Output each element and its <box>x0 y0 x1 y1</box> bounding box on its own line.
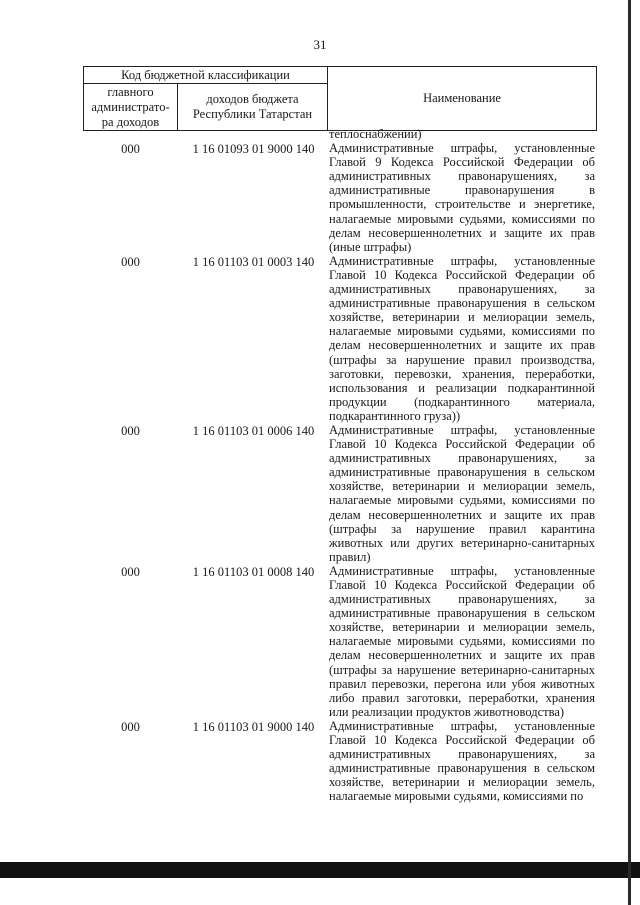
name-text-line: подкарантинного груза)) <box>329 408 461 423</box>
name-text-line: заготовки, перевозки, хранения, переработки, <box>329 366 595 381</box>
admin-code-cell: 000 <box>121 423 140 438</box>
income-code-cell: 1 16 01093 01 9000 140 <box>192 142 315 157</box>
income-code-cell: 1 16 01103 01 0006 140 <box>192 423 315 438</box>
name-text-line: продукции (подкарантинного материала, <box>329 394 595 409</box>
name-cell <box>329 254 595 423</box>
admin-code-header-line: главного <box>107 84 154 99</box>
name-text-line: делам несовершеннолетних и защите их прав <box>329 648 595 663</box>
scan-bottom-edge <box>0 862 640 878</box>
name-text-line: (штрафы за нарушение правил карантина <box>329 521 595 536</box>
name-text-line: налагаемые мировыми судьями, комиссиями по <box>329 324 595 339</box>
name-text-line: Административные штрафы, установленные <box>329 253 595 268</box>
budget-classification-header: Код бюджетной классификации <box>84 67 328 84</box>
name-text-line: (иные штрафы) <box>329 239 412 254</box>
income-code-cell: 1 16 01103 01 9000 140 <box>192 719 315 734</box>
name-text-line: делам несовершеннолетних и защите их прав <box>329 225 595 240</box>
name-text-line: использования и реализации подкарантинной <box>329 380 595 395</box>
income-code-header-line: доходов бюджета <box>206 92 299 106</box>
table-row <box>83 423 595 564</box>
name-text-line: административные правонарушения в сельском <box>329 761 595 776</box>
income-code-cell: 1 16 01103 01 0008 140 <box>192 564 315 579</box>
income-code-header-line: Республики Татарстан <box>192 107 313 121</box>
income-code-column-header <box>178 84 328 131</box>
continuation-text: теплоснабжении) <box>329 127 422 141</box>
admin-code-cell: 000 <box>121 564 140 579</box>
continuation-row <box>83 127 595 141</box>
name-text-line: промышленности, строительстве и энергетике, <box>329 197 595 212</box>
name-text-line: Административные штрафы, установленные <box>329 422 595 437</box>
name-text-line: (штрафы за нарушение ветеринарно-санитарных <box>329 662 595 677</box>
table-body <box>83 127 595 804</box>
name-text-line: или реализации продуктов животноводства) <box>329 704 565 719</box>
page-number: 31 <box>313 37 327 52</box>
table-row <box>83 719 595 804</box>
admin-code-cell: 000 <box>121 254 140 269</box>
name-text-line: Административные штрафы, установленные <box>329 563 595 578</box>
income-code-cell: 1 16 01103 01 0003 140 <box>192 254 315 269</box>
admin-code-header-line: ра доходов <box>101 114 160 129</box>
name-text-line: хозяйстве, ветеринарии и мелиорации земель, <box>329 620 595 635</box>
name-text-line: налагаемые мировыми судьями, комиссиями по <box>329 789 584 804</box>
name-text-line: административных правонарушениях, за <box>329 747 595 762</box>
name-text-line: административные правонарушения в сельском <box>329 465 595 480</box>
name-text-line: Главой 9 Кодекса Российской Федерации об <box>329 155 595 170</box>
name-cell <box>329 141 595 254</box>
table-row <box>83 254 595 423</box>
name-text-line: хозяйстве, ветеринарии и мелиорации земель, <box>329 310 595 325</box>
name-text-line: налагаемые мировыми судьями, комиссиями по <box>329 493 595 508</box>
admin-code-cell: 000 <box>121 719 140 734</box>
name-text-line: Административные штрафы, установленные <box>329 141 595 156</box>
name-text-line: Главой 10 Кодекса Российской Федерации об <box>329 733 595 748</box>
admin-code-column-header <box>84 84 178 131</box>
name-text-line: административные правонарушения в сельском <box>329 606 595 621</box>
name-text-line: (штрафы за нарушение правил производства, <box>329 352 595 367</box>
name-text-line: налагаемые мировыми судьями, комиссиями по <box>329 211 595 226</box>
name-cell <box>329 719 595 804</box>
name-text-line: Административные штрафы, установленные <box>329 718 595 733</box>
name-text-line: Главой 10 Кодекса Российской Федерации об <box>329 578 595 592</box>
name-text-line: административных правонарушениях, за <box>329 592 595 607</box>
name-text-line: административные правонарушения в <box>329 183 595 198</box>
scan-right-edge <box>628 0 631 905</box>
name-text-line: административных правонарушениях, за <box>329 169 595 184</box>
admin-code-cell: 000 <box>121 142 140 157</box>
name-text-line: хозяйстве, ветеринарии и мелиорации земель, <box>329 775 595 790</box>
table-header <box>83 66 597 131</box>
name-text-line: административных правонарушениях, за <box>329 451 595 466</box>
name-text-line: правил перевозки, перегона или убоя животных <box>329 676 595 691</box>
name-text-line: административных правонарушениях, за <box>329 282 595 297</box>
name-text-line: налагаемые мировыми судьями, комиссиями по <box>329 634 595 649</box>
name-cell <box>329 564 595 719</box>
name-text-line: делам несовершеннолетних и защите их прав <box>329 507 595 522</box>
name-text-line: административные правонарушения в сельском <box>329 296 595 311</box>
name-text-line: Главой 10 Кодекса Российской Федерации об <box>329 437 595 452</box>
name-text-line: либо правил заготовки, переработки, хранения <box>329 690 595 705</box>
name-cell <box>329 423 595 564</box>
name-text-line: правил) <box>329 549 371 564</box>
table-row <box>83 141 595 254</box>
name-text-line: хозяйстве, ветеринарии и мелиорации земель, <box>329 479 595 494</box>
name-text-line: животных или других ветеринарно-санитарных <box>329 535 595 550</box>
name-text-line: делам несовершеннолетних и защите их прав <box>329 338 595 353</box>
name-column-header: Наименование <box>328 67 597 131</box>
table-row <box>83 564 595 719</box>
admin-code-header-line: администрато- <box>91 99 170 114</box>
name-text-line: Главой 10 Кодекса Российской Федерации об <box>329 267 595 282</box>
